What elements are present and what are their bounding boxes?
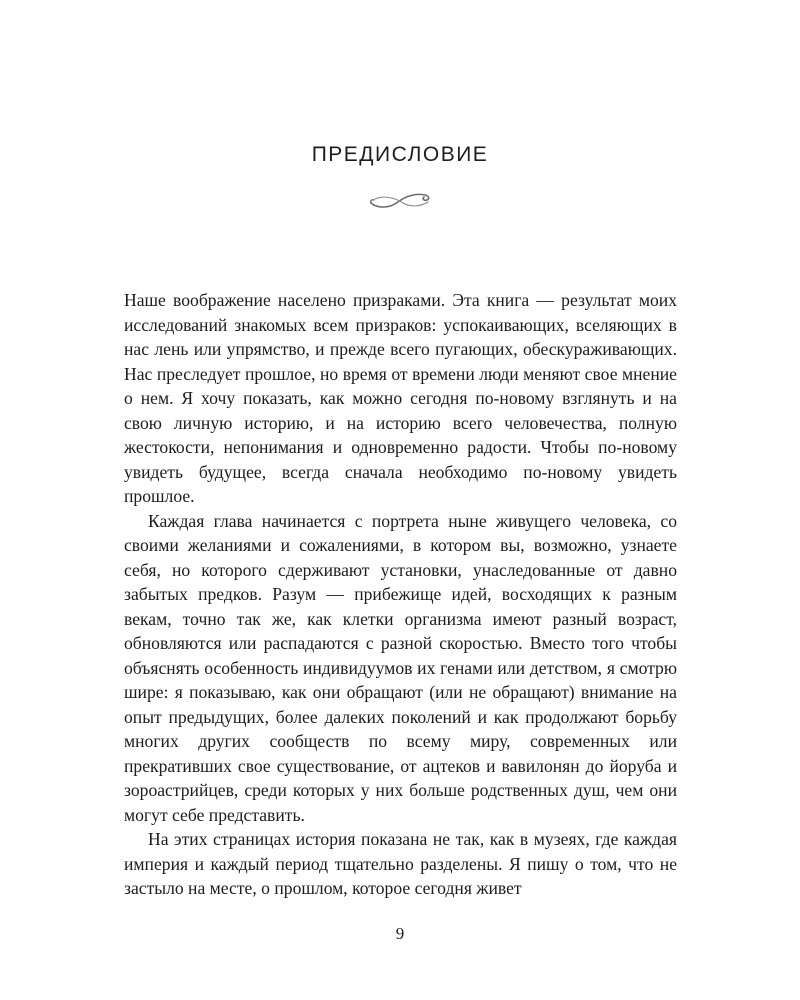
paragraph: Каждая глава начинается с портрета ныне живущего человека, со своими желаниями и сожалениями, в котором вы, возможно, узнаете себя, но которого сдерживают установки, унаследованные от давно забытых предков. Разум — прибежище идей, восходящих к разным векам, точно так же, как клетки организма имеют разный возраст, обновляются или распадаются с разной скоростью. Вместо того чтобы объяснять особенность индивидуумов их генами или детством, я смотрю шире: я показываю, как они обращают (или не обращают) внимание на опыт предыдущих, более далеких поколений и как продолжают борьбу многих других сообществ по всему миру, современных или прекративших свое существование, от ацтеков и вавилонян до йоруба и зороастрийцев, среди которых у них больше родственных душ, чем они могут себе представить. [124, 510, 677, 825]
swash-ornament-icon [368, 186, 432, 212]
paragraph: На этих страницах история показана не так, как в музеях, где каждая империя и каждый период тщательно разделены. Я пишу о том, что не застыло на месте, о прошлом, которое сегодня живет [124, 829, 677, 898]
body-text [124, 288, 677, 901]
paragraph: Наше воображение населено призраками. Эта книга — результат моих исследований знакомых всем призраков: успокаивающих, вселяющих в нас лень или упрямство, и прежде всего пугающих, обескураживающих. Нас преследует прошлое, но время от времени люди меняют свое мнение о нем. Я хочу показать, как можно сегодня по-новому взглянуть и на свою личную историю, и на историю всего человечества, полную жестокости, непонимания и одновременно радости. Чтобы по-новому увидеть будущее, всегда сначала необходимо по-новому увидеть прошлое. [124, 290, 677, 506]
chapter-title: ПРЕДИСЛОВИЕ [311, 143, 489, 166]
page-number: 9 [395, 924, 405, 943]
